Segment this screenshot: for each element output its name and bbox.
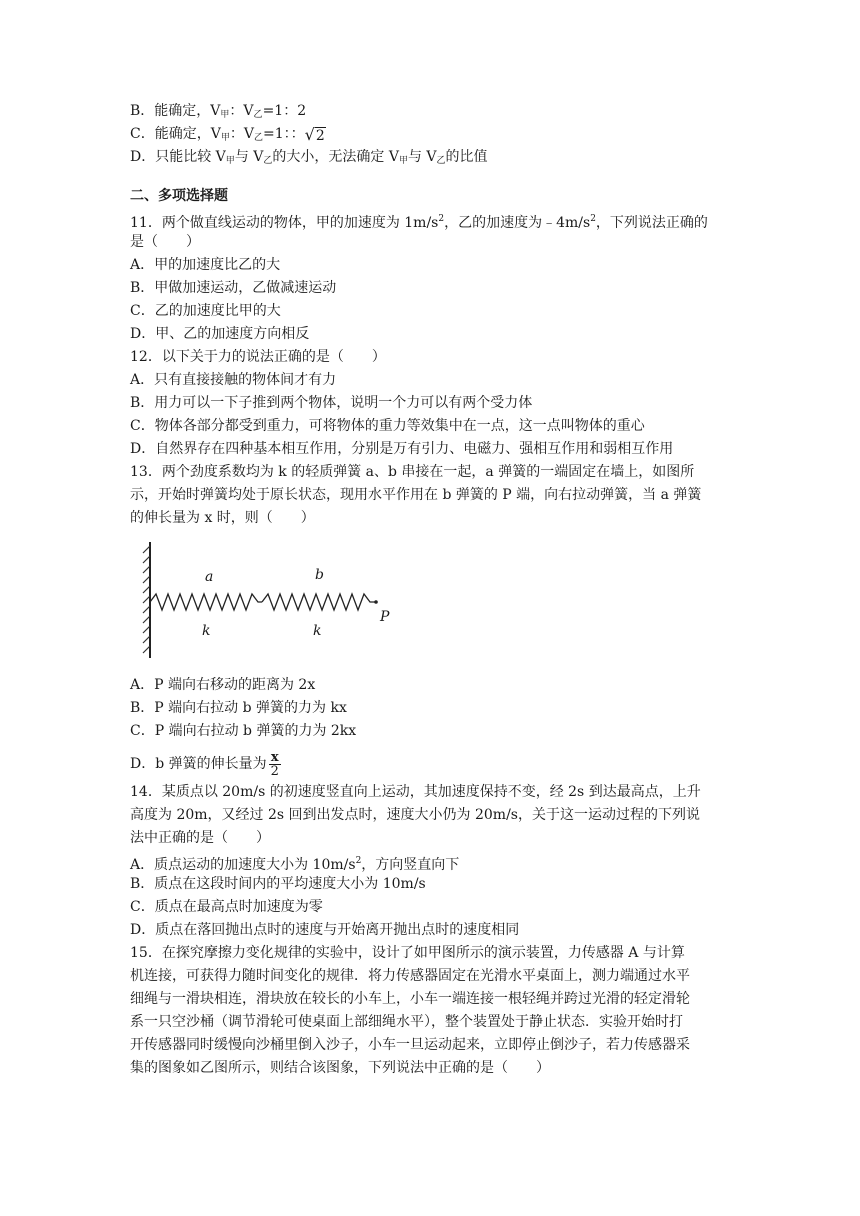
q14-option-d: D．质点在落回抛出点时的速度与开始离开抛出点时的速度相同 — [130, 922, 520, 938]
q10-option-d — [130, 146, 730, 169]
q12-option-b: B．用力可以一下子推到两个物体，说明一个力可以有两个受力体 — [130, 395, 533, 411]
q13-option-a: A．P 端向右移动的距离为 2x — [130, 677, 316, 693]
q10-option-b — [130, 100, 730, 123]
sqrt-radicand: 2 — [315, 128, 325, 144]
q15-stem-line-5: 开传感器同时缓慢向沙桶里倒入沙子，小车一旦运动起来，立即停止倒沙子，若力传感器采 — [130, 1037, 690, 1053]
p-end-dot — [374, 600, 378, 604]
section-heading: 二、多项选择题 — [130, 188, 228, 204]
q12-option-d: D．自然界存在四种基本相互作用，分别是万有引力、电磁力、强相互作用和弱相互作用 — [130, 441, 674, 457]
spring-b — [262, 594, 376, 610]
q14-stem-line-2: 高度为 20m，又经过 2s 回到出发点时，速度大小仍为 20m/s，关于这一运动过程的下列说 — [130, 807, 700, 823]
subscript: 乙 — [263, 156, 273, 166]
subscript: 乙 — [253, 133, 263, 143]
q11-option-b: B．甲做加速运动，乙做减速运动 — [130, 280, 337, 296]
q12-option-a: A．只有直接接触的物体间才有力 — [130, 372, 337, 388]
fraction-numerator: x — [269, 751, 281, 765]
fraction-denominator: 2 — [270, 763, 279, 779]
q10-b-mid: ：V — [229, 103, 254, 119]
label-k-b: k — [313, 623, 322, 639]
q13-d-prefix: D．b 弹簧的伸长量为 — [130, 756, 267, 772]
superscript: 2 — [590, 214, 596, 224]
subscript: 甲 — [225, 156, 235, 166]
q14-a-tail: ，方向竖直向下 — [361, 857, 460, 873]
q14-stem-line-1: 14．某质点以 20m/s 的初速度竖直向上运动，其加速度保持不变，经 2s 到达最高点，上升 — [130, 784, 701, 800]
q15-stem-line-2: 机连接，可获得力随时间变化的规律．将力传感器固定在光滑水平桌面上，测力端通过水平 — [130, 968, 690, 984]
q11-option-c: C．乙的加速度比甲的大 — [130, 303, 281, 319]
q10-c-tail: =1：： — [262, 126, 305, 142]
spring-diagram-svg — [130, 536, 410, 666]
q10-option-c — [130, 123, 730, 146]
q12-option-c: C．物体各部分都受到重力，可将物体的重力等效集中在一点，这一点叫物体的重心 — [130, 418, 645, 434]
spring-diagram — [130, 536, 410, 666]
q13-option-b: B．P 端向右拉动 b 弹簧的力为 kx — [130, 700, 347, 716]
q10-d-part: 与 V — [234, 149, 264, 165]
q11-stem-part: ，下列说法正确的 — [595, 215, 708, 231]
exam-page — [130, 100, 730, 1080]
q15-stem-line-6: 集的图象如乙图所示，则结合该图象，下列说法中正确的是（ ） — [130, 1060, 550, 1076]
subscript: 乙 — [253, 110, 263, 120]
q10-d-part: 与 V — [407, 149, 437, 165]
q13-stem-line-3: 的伸长量为 x 时，则（ ） — [130, 510, 315, 526]
subscript: 乙 — [436, 156, 446, 166]
q10-c-prefix: C．能确定，V — [130, 126, 221, 142]
label-a: a — [205, 569, 214, 585]
subscript: 甲 — [398, 156, 408, 166]
q13-option-d — [130, 747, 730, 781]
superscript: 2 — [438, 214, 445, 224]
q10-d-part: D．只能比较 V — [130, 149, 226, 165]
label-p: P — [380, 609, 390, 625]
q15-stem-line-4: 系一只空沙桶（调节滑轮可使桌面上部细绳水平），整个装置处于静止状态．实验开始时打 — [130, 1014, 683, 1030]
q14-option-a — [130, 850, 730, 873]
subscript: 甲 — [220, 133, 230, 143]
wall-hatching — [143, 546, 150, 653]
label-k-a: k — [202, 623, 211, 639]
q14-stem-line-3: 法中正确的是（ ） — [130, 830, 270, 846]
q14-a-text: A．质点运动的加速度大小为 10m/s — [130, 857, 356, 873]
q10-d-part: 的比值 — [445, 149, 488, 165]
q14-option-b: B．质点在这段时间内的平均速度大小为 10m/s — [130, 876, 426, 892]
q13-stem-line-2: 示，开始时弹簧均处于原长状态，现用水平作用在 b 弹簧的 P 端，向右拉动弹簧，当 a 弹簧 — [130, 487, 702, 503]
q13-stem-line-1: 13．两个劲度系数均为 k 的轻质弹簧 a、b 串接在一起，a 弹簧的一端固定在墙上，如图所 — [130, 464, 695, 480]
q15-stem-line-3: 细绳与一滑块相连，滑块放在较长的小车上，小车一端连接一根轻绳并跨过光滑的轻定滑轮 — [130, 991, 690, 1007]
q11-stem — [130, 208, 730, 231]
sqrt-symbol: √2 — [304, 125, 325, 144]
subscript: 甲 — [220, 110, 230, 120]
q12-stem: 12．以下关于力的说法正确的是（ ） — [130, 349, 386, 365]
q14-option-c: C．质点在最高点时加速度为零 — [130, 899, 323, 915]
q13-option-c: C．P 端向右拉动 b 弹簧的力为 2kx — [130, 723, 357, 739]
q10-c-mid: ：V — [229, 126, 254, 142]
q11-stem-cont: 是（ ） — [130, 234, 200, 250]
q10-b-prefix: B．能确定，V — [130, 103, 221, 119]
q11-option-a: A．甲的加速度比乙的大 — [130, 257, 281, 273]
q11-option-d: D．甲、乙的加速度方向相反 — [130, 326, 310, 342]
q15-stem-line-1: 15．在探究摩擦力变化规律的实验中，设计了如甲图所示的演示装置，力传感器 A 与计算 — [130, 945, 685, 961]
q10-b-tail: =1：2 — [262, 103, 307, 119]
spring-a — [150, 594, 262, 610]
label-b: b — [315, 567, 324, 583]
q11-stem-part: 11．两个做直线运动的物体，甲的加速度为 1m/s — [130, 215, 439, 231]
q10-d-part: 的大小，无法确定 V — [272, 149, 399, 165]
fraction — [269, 751, 281, 778]
superscript: 2 — [355, 856, 362, 866]
q11-stem-part: ，乙的加速度为﹣4m/s — [444, 215, 591, 231]
